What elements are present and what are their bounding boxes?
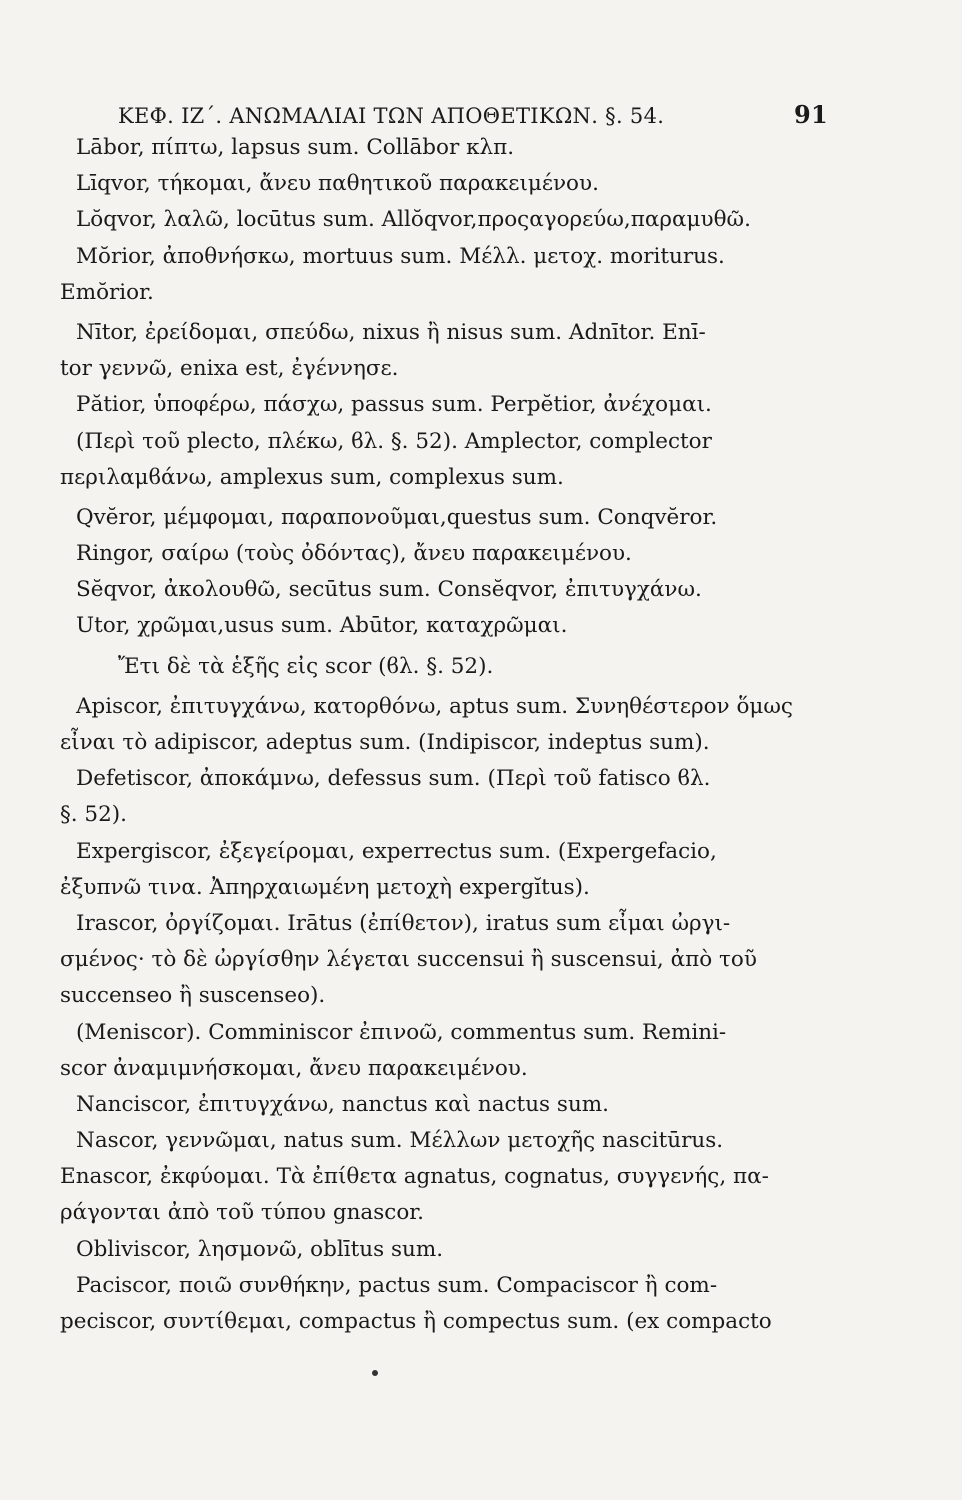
text-line: Defetiscor, ἀποκάμνω, defessus sum. (Περὶ τοῦ fatisco ϐλ.: [76, 766, 711, 792]
text-line: Sĕqvor, ἀκολουθῶ, secūtus sum. Consĕqvor, ἐπιτυγχάνω.: [76, 577, 702, 603]
text-line: Utor, χρῶμαι,usus sum. Abūtor, καταχρῶμαι.: [76, 613, 568, 639]
text-line: Mŏrior, ἀποθνήσκω, mortuus sum. Μέλλ. μετοχ. moriturus.: [76, 243, 725, 269]
text-line: Nascor, γεννῶμαι, natus sum. Μέλλων μετοχῆς nascitūrus.: [76, 1128, 724, 1154]
text-line: Enascor, ἐκφύομαι. Τὰ ἐπίθετα agnatus, cognatus, συγγενής, πα-: [60, 1164, 769, 1190]
text-line: ἐξυπνῶ τινα. Ἀπηρχαιωμένη μετοχὴ expergĭtus).: [60, 874, 590, 900]
page-number: 91: [794, 100, 828, 129]
text-line: σμένος· τὸ δὲ ὠργίσθην λέγεται succensui ἢ suscensui, ἀπὸ τοῦ: [60, 947, 757, 973]
text-line: περιλαμϐάνω, amplexus sum, complexus sum.: [60, 464, 564, 490]
text-line: Pătior, ὑποφέρω, πάσχω, passus sum. Perpĕtior, ἀνέχομαι.: [76, 392, 712, 418]
text-line: succenseo ἢ suscenseo).: [60, 983, 326, 1009]
text-line: (Meniscor). Comminiscor ἐπινοῶ, commentus sum. Remini-: [76, 1019, 727, 1045]
page-header: [118, 100, 828, 129]
text-body: [60, 130, 818, 1340]
text-line: Ἔτι δὲ τὰ ἑξῆς εἰς scor (ϐλ. §. 52).: [118, 653, 494, 679]
text-line: Lŏqvor, λαλῶ, locūtus sum. Allŏqvor,προςαγορεύω,παραμυθῶ.: [76, 207, 751, 233]
text-line: εἶναι τὸ adipiscor, adeptus sum. (Indipiscor, indeptus sum).: [60, 730, 710, 755]
text-line: Emŏrior.: [60, 279, 154, 305]
text-line: Apiscor, ἐπιτυγχάνω, κατορθόνω, aptus sum. Συνηθέστερον ὅμως: [76, 693, 793, 719]
text-line: Irascor, ὀργίζομαι. Irātus (ἐπίθετον), iratus sum εἶμαι ὠργι-: [76, 910, 731, 936]
text-line: Līqvor, τήκομαι, ἄνευ παθητικοῦ παρακειμένου.: [76, 171, 599, 197]
text-line: Lābor, πίπτω, lapsus sum. Collābor κλπ.: [76, 135, 515, 160]
text-line: peciscor, συντίθεμαι, compactus ἢ compectus sum. (ex compacto: [60, 1309, 772, 1334]
text-line: scor ἀναμιμνήσκομαι, ἄνευ παρακειμένου.: [60, 1055, 528, 1081]
text-line: tor γεννῶ, enixa est, ἐγέννησε.: [60, 356, 399, 382]
text-line: Qvĕror, μέμφομαι, παραπονοῦμαι,questus sum. Conqvĕror.: [76, 504, 718, 530]
text-line: Obliviscor, λησμονῶ, oblītus sum.: [76, 1236, 444, 1262]
ink-spot: [372, 1370, 378, 1376]
running-title: ΚΕΦ. ΙΖ΄. ΑΝΩΜΑΛΙΑΙ ΤΩΝ ΑΠΟΘΕΤΙΚΩΝ. §. 54.: [118, 104, 665, 128]
text-line: Paciscor, ποιῶ συνθήκην, pactus sum. Compaciscor ἢ com-: [76, 1272, 718, 1298]
text-line: Nanciscor, ἐπιτυγχάνω, nanctus καὶ nactus sum.: [76, 1091, 610, 1117]
text-line: Expergiscor, ἐξεγείρομαι, experrectus sum. (Expergefacio,: [76, 838, 717, 864]
text-line: §. 52).: [60, 802, 127, 828]
text-line: Ringor, σαίρω (τοὺς ὀδόντας), ἄνευ παρακειμένου.: [76, 541, 632, 567]
text-line: (Περὶ τοῦ plecto, πλέκω, ϐλ. §. 52). Amplector, complector: [76, 428, 712, 454]
text-line: ράγονται ἀπὸ τοῦ τύπου gnascor.: [60, 1200, 425, 1226]
text-line: Nītor, ἐρείδομαι, σπεύδω, nixus ἢ nisus sum. Adnītor. Enī-: [76, 319, 706, 345]
